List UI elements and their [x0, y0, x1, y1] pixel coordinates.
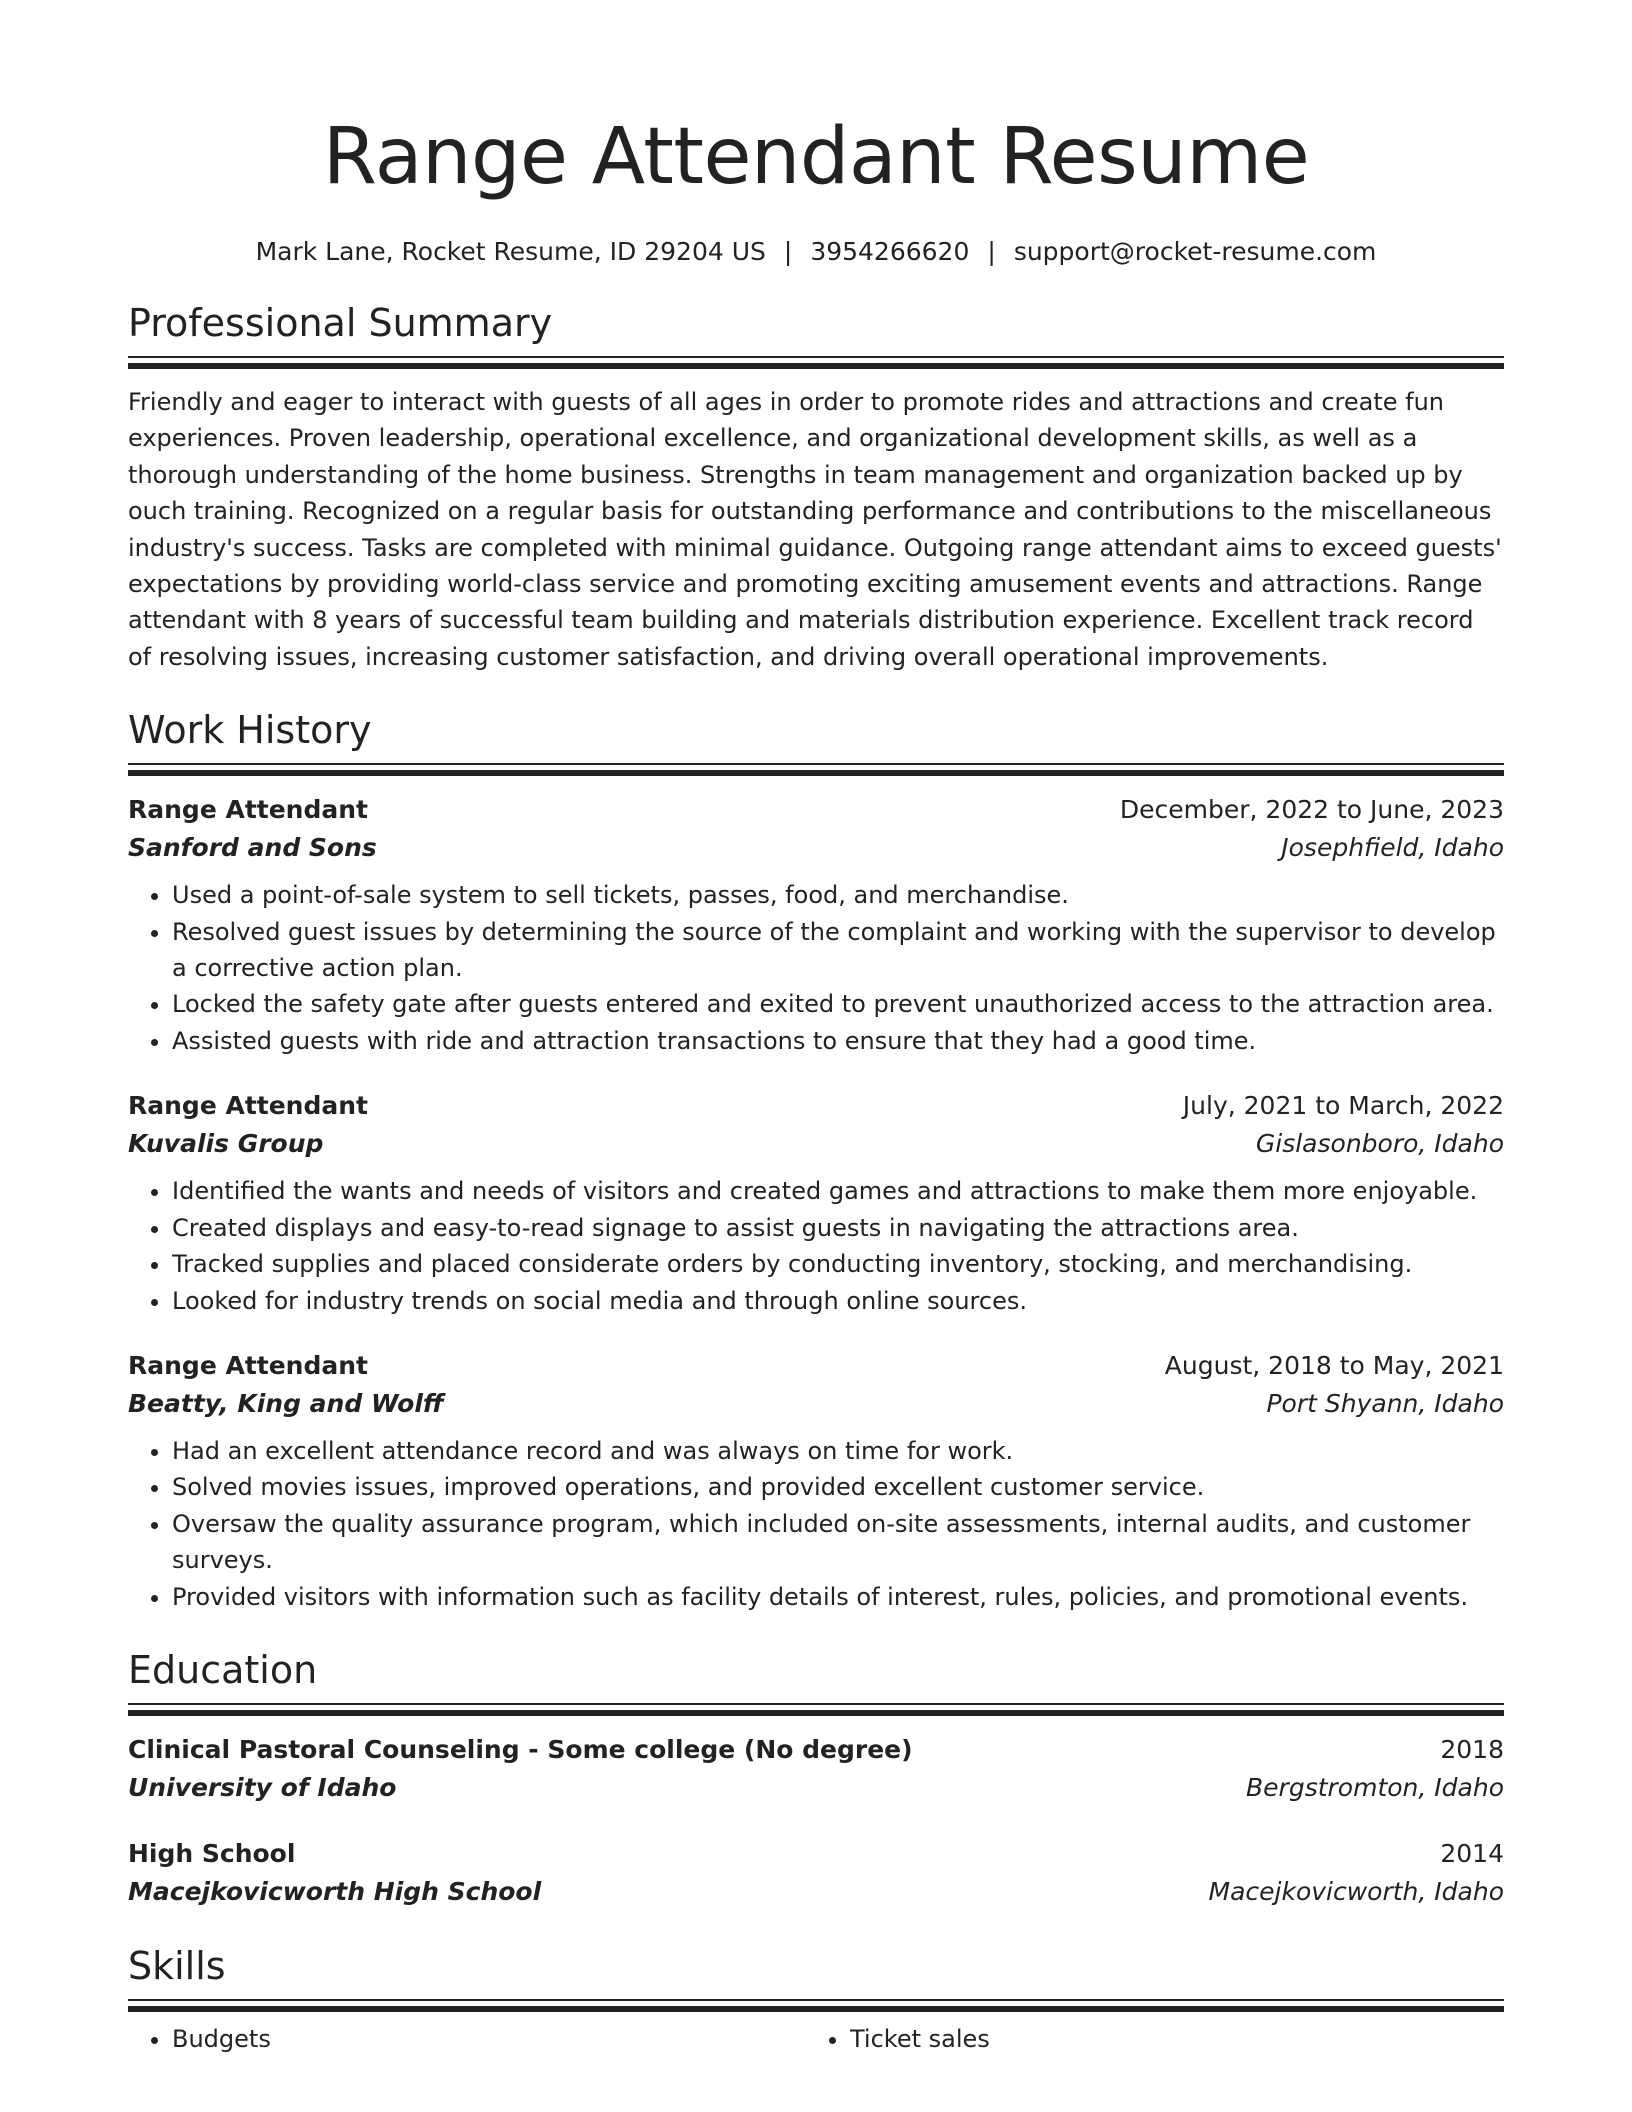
- job-dates: July, 2021 to March, 2022: [1182, 1091, 1504, 1121]
- skills-column-left: [128, 2021, 806, 2057]
- section-divider: [128, 1703, 1504, 1715]
- section-divider: [128, 356, 1504, 368]
- job-bullet: • Oversaw the quality assurance program, which included on-site assessments, internal audits, and customer surveys.: [172, 1506, 1504, 1579]
- job-company: Kuvalis Group: [128, 1129, 324, 1159]
- job-dates: August, 2018 to May, 2021: [1164, 1350, 1504, 1380]
- education-entry: [128, 1731, 1504, 1807]
- education-entry: [128, 1835, 1504, 1911]
- job-bullets: [128, 1173, 1504, 1319]
- contact-separator: |: [987, 237, 996, 266]
- job-bullet: • Created displays and easy-to-read signage to assist guests in navigating the attractions area.: [172, 1210, 1504, 1246]
- job-dates: December, 2022 to June, 2023: [1119, 795, 1504, 825]
- education-location: Macejkovicworth, Idaho: [1208, 1876, 1504, 1906]
- education-section: [128, 1647, 1504, 1911]
- job-bullets: [128, 877, 1504, 1059]
- education-year: 2018: [1440, 1734, 1504, 1764]
- job-company: Sanford and Sons: [128, 833, 377, 863]
- education-school: Macejkovicworth High School: [128, 1876, 542, 1906]
- job-role: Range Attendant: [128, 1350, 368, 1380]
- contact-email: support@rocket-resume.com: [1013, 237, 1377, 266]
- contact-line: [128, 236, 1504, 268]
- job-role: Range Attendant: [128, 1091, 368, 1121]
- skill-item: • Budgets: [172, 2021, 806, 2057]
- education-degree: High School: [128, 1838, 296, 1868]
- resume-title: Range Attendant Resume: [322, 112, 1310, 202]
- summary-section: [128, 300, 1504, 675]
- job-entry: [128, 1347, 1504, 1615]
- job-bullet: • Tracked supplies and placed considerate orders by conducting inventory, stocking, and merchandising.: [172, 1246, 1504, 1282]
- job-entry: [128, 791, 1504, 1059]
- job-company: Beatty, King and Wolff: [128, 1388, 444, 1418]
- skills-section: [128, 1943, 1504, 2057]
- skills-grid: [128, 2021, 1504, 2057]
- education-location: Bergstromton, Idaho: [1246, 1772, 1504, 1802]
- education-school: University of Idaho: [128, 1772, 397, 1802]
- job-bullet: • Used a point-of-sale system to sell tickets, passes, food, and merchandise.: [172, 877, 1504, 913]
- job-role: Range Attendant: [128, 795, 368, 825]
- job-bullet: • Had an excellent attendance record and was always on time for work.: [172, 1433, 1504, 1469]
- work-history-section: [128, 707, 1504, 1615]
- job-bullet: • Assisted guests with ride and attraction transactions to ensure that they had a good time.: [172, 1023, 1504, 1059]
- contact-separator: |: [783, 237, 793, 266]
- job-location: Port Shyann, Idaho: [1266, 1388, 1504, 1418]
- job-bullet: • Resolved guest issues by determining the source of the complaint and working with the supervisor to develop a corrective action plan.: [172, 914, 1504, 987]
- section-title-skills: Skills: [128, 1943, 226, 1988]
- section-title-education: Education: [128, 1647, 318, 1692]
- contact-phone: 3954266620: [810, 237, 970, 266]
- job-bullet: • Identified the wants and needs of visitors and created games and attractions to make them more enjoyable.: [172, 1173, 1504, 1209]
- section-divider: [128, 763, 1504, 775]
- resume-page: [128, 0, 1504, 2057]
- section-title-summary: Professional Summary: [128, 301, 553, 345]
- job-bullet: • Provided visitors with information such as facility details of interest, rules, policies, and promotional events.: [172, 1579, 1504, 1615]
- job-entry: [128, 1087, 1504, 1319]
- skill-item: • Ticket sales: [850, 2021, 1484, 2057]
- job-bullet: • Locked the safety gate after guests entered and exited to prevent unauthorized access to the attraction area.: [172, 986, 1504, 1022]
- job-bullet: • Looked for industry trends on social media and through online sources.: [172, 1283, 1504, 1319]
- education-year: 2014: [1440, 1838, 1504, 1868]
- skills-column-right: [806, 2021, 1484, 2057]
- section-divider: [128, 1999, 1504, 2011]
- job-location: Gislasonboro, Idaho: [1255, 1129, 1504, 1159]
- contact-address: Mark Lane, Rocket Resume, ID 29204 US: [255, 237, 766, 266]
- job-location: Josephfield, Idaho: [1281, 833, 1504, 863]
- section-title-work-history: Work History: [128, 708, 372, 753]
- summary-text: Friendly and eager to interact with guests of all ages in order to promote rides and attractions and create fun experiences. Proven leadership, operational excellence, and organizational development skills, as well as a thorough understanding of the home business. Strengths in team management and organization backed up by ouch training. Recognized on a regular basis for outstanding performance and contributions to the miscellaneous industry's success. Tasks are completed with minimal guidance. Outgoing range attendant aims to exceed guests' expectations by providing world-class service and promoting exciting amusement events and attractions. Range attendant with 8 years of successful team building and materials distribution experience. Excellent track record of resolving issues, increasing customer satisfaction, and driving overall operational improvements.: [128, 388, 1502, 671]
- education-degree: Clinical Pastoral Counseling - Some college (No degree): [128, 1734, 913, 1764]
- job-bullet: • Solved movies issues, improved operations, and provided excellent customer service.: [172, 1469, 1504, 1505]
- job-bullets: [128, 1433, 1504, 1615]
